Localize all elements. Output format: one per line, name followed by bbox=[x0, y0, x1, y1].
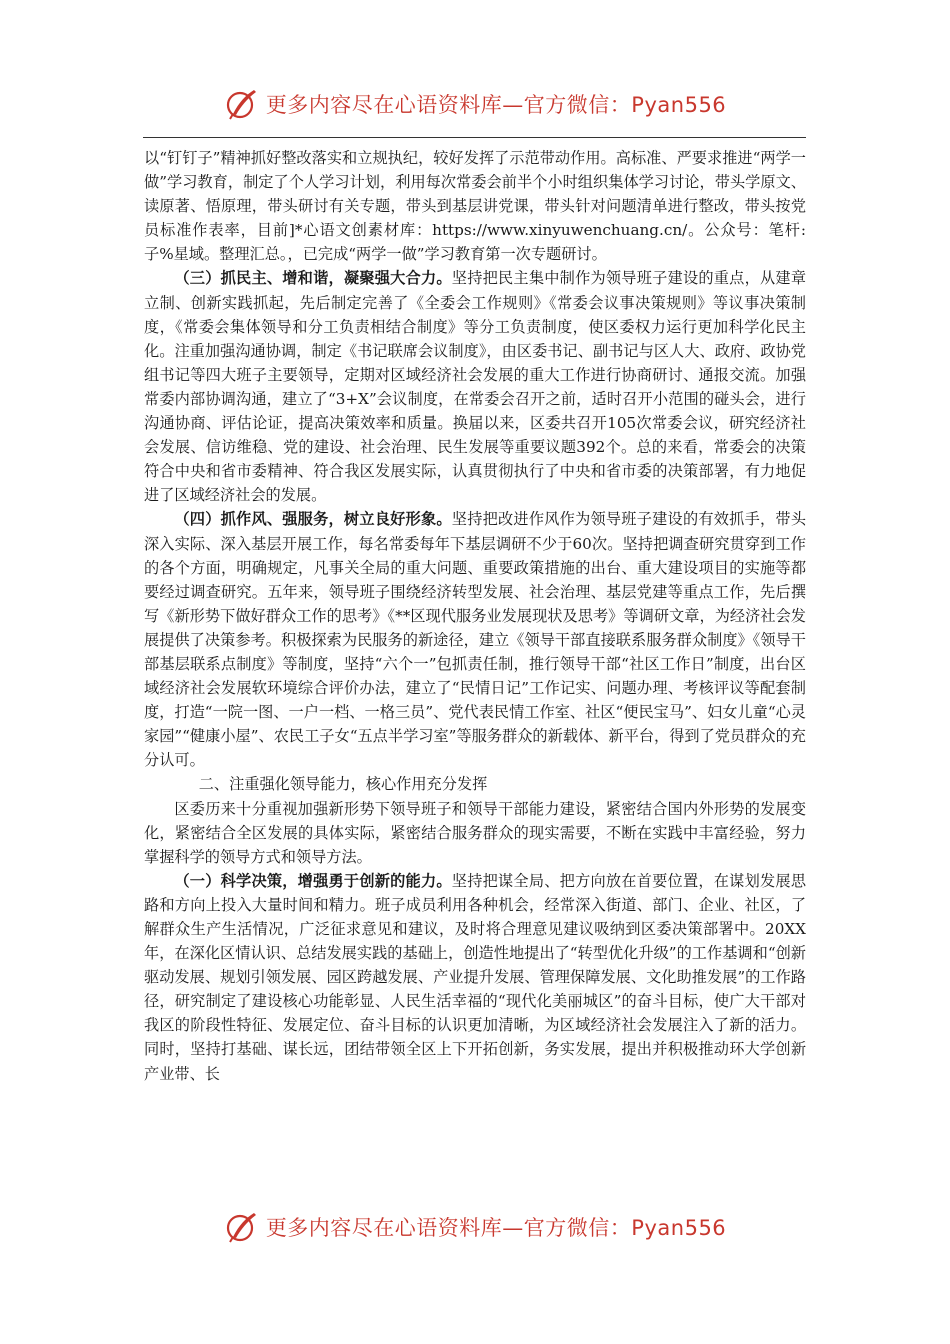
section-heading-4: （四）抓作风、强服务，树立良好形象。 bbox=[174, 510, 452, 529]
section-heading-1: （一）科学决策，增强勇于创新的能力。 bbox=[174, 871, 452, 890]
paragraph-text: 坚持把改进作风作为领导班子建设的有效抓手，带头深入实际、深入基层开展工作，每名常委每年下基层调研不少于60次。坚持把调查研究贯穿到工作的各个方面，明确规定，凡事关全局的重大问题、重要政策措施的出台、重大建设项目的实施等都要经过调查研究。五年来，领导班子围绕经济转型发展、社会治理、基层党建等重点工作，先后撰写《新形势下做好群众工作的思考》《**区现代服务业发展现状及思考》等调研文章，为经济社会发展提供了决策参考。积极探索为民服务的新途径，建立《领导干部直接联系服务群众制度》《领导干部基层联系点制度》等制度，坚持“六个一”包抓责任制，推行领导干部“社区工作日”制度，出台区域经济社会发展软环境综合评价办法，建立了“民情日记”工作记实、问题办理、考核评议等配套制度，打造“一院一图、一户一档、一格三员”、党代表民情工作室、社区“便民宝马”、妇女儿童“心灵家园”“健康小屋”、农民工子女“五点半学习室”等服务群众的新载体、新平台，得到了党员群众的充分认可。 bbox=[144, 510, 807, 770]
document-body bbox=[144, 146, 806, 1086]
paragraph-continued bbox=[144, 146, 806, 266]
header-divider bbox=[143, 137, 806, 138]
paragraph-text: 坚持把民主集中制作为领导班子建设的重点，从建章立制、创新实践抓起，先后制定完善了《全委会工作规则》《常委会议事决策规则》等议事决策制度，《常委会集体领导和分工负责相结合制度》等分工负责制度，使区委权力运行更加科学化民主化。注重加强沟通协调，制定《书记联席会议制度》，由区委书记、副书记与区人大、政府、政协党组书记等四大班子主要领导，定期对区域经济社会发展的重大工作进行协商研讨、通报交流。加强常委内部协调沟通，建立了“3+X”会议制度，在常委会召开之前，适时召开小范围的碰头会，进行沟通协商、评估论证，提高决策效率和质量。换届以来，区委共召开105次常委会议，研究经济社会发展、信访维稳、党的建设、社会治理、民生发展等重要议题392个。总的来看，常委会的决策符合中央和省市委精神、符合我区发展实际，认真贯彻执行了中央和省市委的决策部署，有力地促进了区域经济社会的发展。 bbox=[144, 269, 807, 505]
header-banner-text: 更多内容尽在心语资料库—官方微信：Pyan556 bbox=[265, 93, 727, 117]
chapter-heading-2 bbox=[144, 772, 806, 796]
chapter-heading-text: 二、注重强化领导能力，核心作用充分发挥 bbox=[198, 775, 488, 794]
paragraph-text: 以“钉钉子”精神抓好整改落实和立规执纪，较好发挥了示范带动作用。高标准、严要求推进“两学一做”学习教育，制定了个人学习计划，利用每次常委会前半个小时组织集体学习讨论，带头学原文、读原著、悟原理，带头研讨有关专题，带头到基层讲党课，带头针对问题清单进行整改，带头按党员标准作表率，目前]*心语文创素材库：https://www.xinyuwenchuang.cn/。公众号：笔杆:子%星域。整理汇总。，已完成“两学一做”学习教育第一次专题研讨。 bbox=[144, 149, 806, 264]
footer-banner bbox=[0, 1209, 950, 1245]
quill-logo-icon bbox=[224, 1210, 260, 1244]
paragraph-decision-making bbox=[144, 869, 806, 1086]
section-heading-3: （三）抓民主、增和谐，凝聚强大合力。 bbox=[174, 269, 452, 288]
quill-logo-icon bbox=[224, 87, 260, 121]
paragraph-capability-intro bbox=[144, 797, 806, 869]
paragraph-text: 坚持把谋全局、把方向放在首要位置，在谋划发展思路和方向上投入大量时间和精力。班子成员利用各种机会，经常深入街道、部门、企业、社区，了解群众生产生活情况，广泛征求意见和建议，及时将合理意见建议吸纳到区委决策部署中。20XX年，在深化区情认识、总结发展实践的基础上，创造性地提出了“转型优化升级”的工作基调和“创新驱动发展、规划引领发展、园区跨越发展、产业提升发展、管理保障发展、文化助推发展”的工作路径，研究制定了建设核心功能彰显、人民生活幸福的“现代化美丽城区”的奋斗目标，使广大干部对我区的阶段性特征、发展定位、奋斗目标的认识更加清晰，为区域经济社会发展注入了新的活力。同时，坚持打基础、谋长远，团结带领全区上下开拓创新，务实发展，提出并积极推动环大学创新产业带、长 bbox=[144, 871, 807, 1083]
paragraph-democracy bbox=[144, 266, 806, 507]
paragraph-text: 区委历来十分重视加强新形势下领导班子和领导干部能力建设，紧密结合国内外形势的发展变化，紧密结合全区发展的具体实际，紧密结合服务群众的现实需要，不断在实践中丰富经验，努力掌握科学的领导方式和领导方法。 bbox=[144, 799, 806, 866]
paragraph-work-style bbox=[144, 507, 806, 772]
header-banner bbox=[0, 86, 950, 122]
footer-banner-text: 更多内容尽在心语资料库—官方微信：Pyan556 bbox=[265, 1216, 727, 1240]
